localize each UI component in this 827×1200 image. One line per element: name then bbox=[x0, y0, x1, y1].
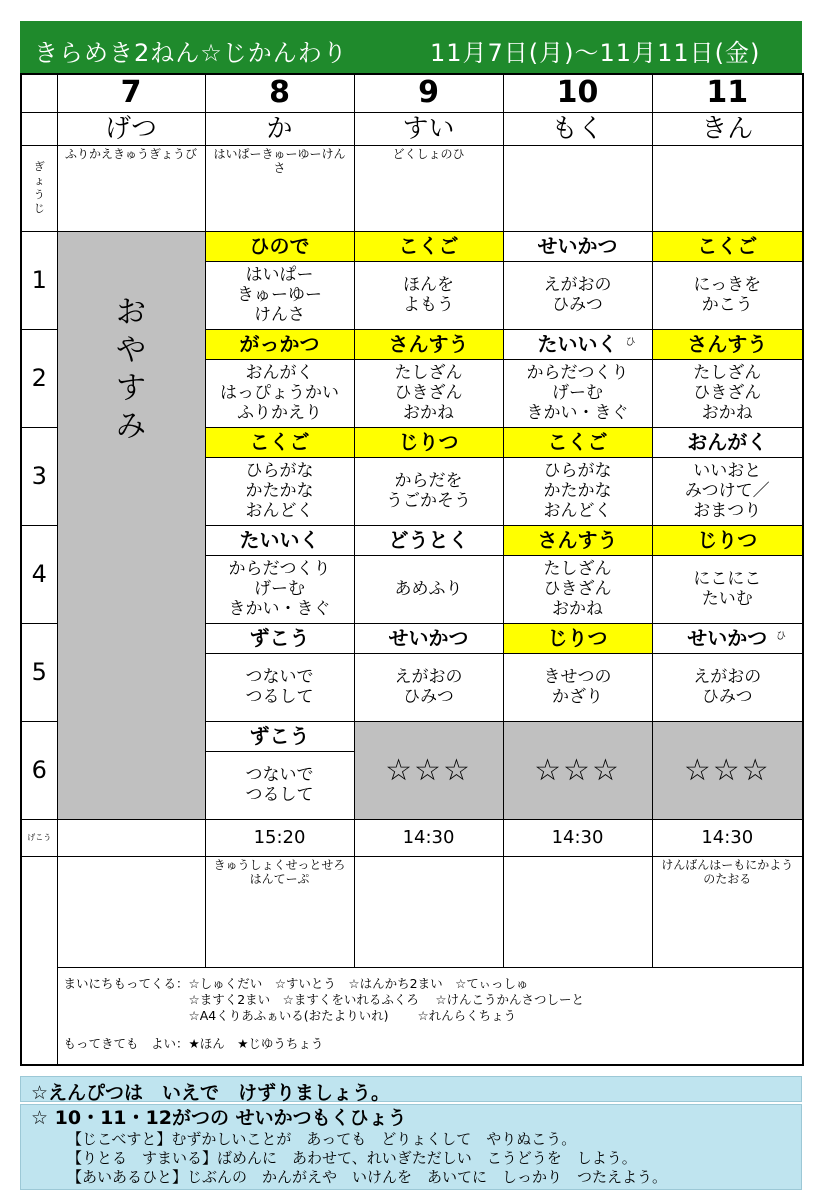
life-goal-item: 【じこべすと】むずかしいことが あっても どりょくして やりぬこう。 bbox=[67, 1130, 577, 1148]
period-number: 3 bbox=[21, 427, 57, 525]
period-number: 4 bbox=[21, 525, 57, 623]
pencil-reminder: ☆えんぴつは いえで けずりましょう。 bbox=[20, 1076, 802, 1102]
subject-label: こくご bbox=[205, 427, 354, 457]
subject-cell bbox=[503, 329, 652, 359]
belongings-daily-cont: ☆A4くりあふぁいる(おたよりいれ) ☆れんらくちょう bbox=[63, 1007, 517, 1023]
subject-label: ずこう bbox=[205, 623, 354, 653]
life-goal-item: 【りとる すまいる】ばめんに あわせて、れいぎただしい こうどうを しよう。 bbox=[67, 1149, 637, 1167]
period-number: 5 bbox=[21, 623, 57, 721]
subject-mark: ひ bbox=[625, 336, 636, 348]
belongings-notes bbox=[57, 967, 803, 1065]
lesson-content: ほんを よもう bbox=[354, 261, 503, 329]
subject-label: こくご bbox=[354, 231, 503, 261]
subject-label: さんすう bbox=[652, 329, 803, 359]
blank-label-cell bbox=[21, 856, 57, 1065]
day-number: 11 bbox=[652, 74, 803, 112]
lesson-content: ひらがな かたかな おんどく bbox=[205, 457, 354, 525]
corner-cell bbox=[21, 74, 57, 112]
period-number: 6 bbox=[21, 721, 57, 819]
lesson-content: えがおの ひみつ bbox=[652, 653, 803, 721]
lesson-content: はいぱー きゅーゆー けんさ bbox=[205, 261, 354, 329]
lesson-content: えがおの ひみつ bbox=[354, 653, 503, 721]
day-note: けんばんはーもにかようのたおる bbox=[652, 856, 803, 967]
subject-label: せいかつ bbox=[687, 626, 768, 650]
dismissal-time: 15:20 bbox=[205, 819, 354, 856]
event-text: はいぱーきゅーゆーけんさ bbox=[205, 145, 354, 231]
subject-label: せいかつ bbox=[503, 231, 652, 261]
life-goals-box bbox=[20, 1104, 802, 1190]
date-range: 11月7日(月)～11月11日(金) bbox=[430, 39, 761, 67]
lesson-content: ひらがな かたかな おんどく bbox=[503, 457, 652, 525]
day-number: 9 bbox=[354, 74, 503, 112]
dismissal-label: げこう bbox=[21, 819, 57, 856]
subject-label: じりつ bbox=[652, 525, 803, 555]
belongings-daily: まいにちもってくる：☆しゅくだい ☆すいとう ☆はんかち2まい ☆てぃっしゅ bbox=[63, 975, 529, 991]
day-name: げつ bbox=[57, 112, 205, 145]
day-number: 8 bbox=[205, 74, 354, 112]
day-number: 7 bbox=[57, 74, 205, 112]
day-note bbox=[57, 856, 205, 967]
day-note bbox=[354, 856, 503, 967]
lesson-content: からだを うごかそう bbox=[354, 457, 503, 525]
event-text: ふりかえきゅうぎょうび bbox=[57, 145, 205, 231]
subject-label: さんすう bbox=[354, 329, 503, 359]
subject-label: ずこう bbox=[205, 721, 354, 751]
subject-label: たいいく bbox=[205, 525, 354, 555]
corner-cell bbox=[21, 112, 57, 145]
no-class-stars: ☆☆☆ bbox=[503, 721, 652, 819]
day-name: きん bbox=[652, 112, 803, 145]
page-title: きらめき2ねん☆じかんわり bbox=[34, 39, 348, 67]
lesson-content: たしざん ひきざん おかね bbox=[652, 359, 803, 427]
dismissal-time: 14:30 bbox=[652, 819, 803, 856]
day-note bbox=[503, 856, 652, 967]
lesson-content: おんがく はっぴょうかい ふりかえり bbox=[205, 359, 354, 427]
dismissal-time: 14:30 bbox=[503, 819, 652, 856]
period-number: 1 bbox=[21, 231, 57, 329]
event-text bbox=[503, 145, 652, 231]
no-class-stars: ☆☆☆ bbox=[354, 721, 503, 819]
dismissal-time: 14:30 bbox=[354, 819, 503, 856]
title-banner bbox=[20, 21, 802, 73]
no-class-stars: ☆☆☆ bbox=[652, 721, 803, 819]
subject-label: どうとく bbox=[354, 525, 503, 555]
holiday-label: おやすみ bbox=[116, 294, 146, 444]
day-number: 10 bbox=[503, 74, 652, 112]
subject-label: じりつ bbox=[354, 427, 503, 457]
belongings-optional: もってきても よい：★ほん ★じゆうちょう bbox=[63, 1035, 324, 1051]
lesson-content: にっきを かこう bbox=[652, 261, 803, 329]
dismissal-time bbox=[57, 819, 205, 856]
life-goal-item: 【あいあるひと】じぶんの かんがえや いけんを あいてに しっかり つたえよう。 bbox=[67, 1168, 668, 1186]
holiday-cell bbox=[57, 231, 205, 819]
lesson-content: からだつくり げーむ きかい・きぐ bbox=[503, 359, 652, 427]
day-note: きゅうしょくせっとせろはんてーぷ bbox=[205, 856, 354, 967]
subject-label: こくご bbox=[503, 427, 652, 457]
subject-cell bbox=[652, 623, 803, 653]
event-text: どくしょのひ bbox=[354, 145, 503, 231]
day-name-row bbox=[21, 112, 803, 145]
subject-label: さんすう bbox=[503, 525, 652, 555]
life-goals-title: ☆ 10・11・12がつの せいかつもくひょう bbox=[31, 1107, 407, 1129]
day-name: すい bbox=[354, 112, 503, 145]
lesson-content: きせつの かざり bbox=[503, 653, 652, 721]
day-notes-row bbox=[21, 856, 803, 967]
lesson-content: あめふり bbox=[354, 555, 503, 623]
events-row bbox=[21, 145, 803, 231]
subject-mark: ひ bbox=[776, 630, 786, 642]
events-label: ぎょうじ bbox=[33, 160, 45, 215]
subject-label: じりつ bbox=[503, 623, 652, 653]
subject-label: おんがく bbox=[652, 427, 803, 457]
lesson-content: いいおと みつけて／ おまつり bbox=[652, 457, 803, 525]
timetable bbox=[20, 73, 804, 1066]
lesson-content: にこにこ たいむ bbox=[652, 555, 803, 623]
lesson-content: からだつくり げーむ きかい・きぐ bbox=[205, 555, 354, 623]
lesson-content: たしざん ひきざん おかね bbox=[503, 555, 652, 623]
subject-label: がっかつ bbox=[205, 329, 354, 359]
day-name: か bbox=[205, 112, 354, 145]
belongings-daily-cont: ☆ますく2まい ☆ますくをいれるふくろ ☆けんこうかんさつしーと bbox=[63, 991, 585, 1007]
lesson-content: つないで つるして bbox=[205, 751, 354, 819]
lesson-content: つないで つるして bbox=[205, 653, 354, 721]
lesson-content: たしざん ひきざん おかね bbox=[354, 359, 503, 427]
dismissal-row bbox=[21, 819, 803, 856]
lesson-content: えがおの ひみつ bbox=[503, 261, 652, 329]
day-name: もく bbox=[503, 112, 652, 145]
event-text bbox=[652, 145, 803, 231]
subject-label: たいいく bbox=[537, 332, 618, 356]
period-number: 2 bbox=[21, 329, 57, 427]
subject-label: ひので bbox=[205, 231, 354, 261]
subject-label: せいかつ bbox=[354, 623, 503, 653]
date-number-row bbox=[21, 74, 803, 112]
subject-label: こくご bbox=[652, 231, 803, 261]
